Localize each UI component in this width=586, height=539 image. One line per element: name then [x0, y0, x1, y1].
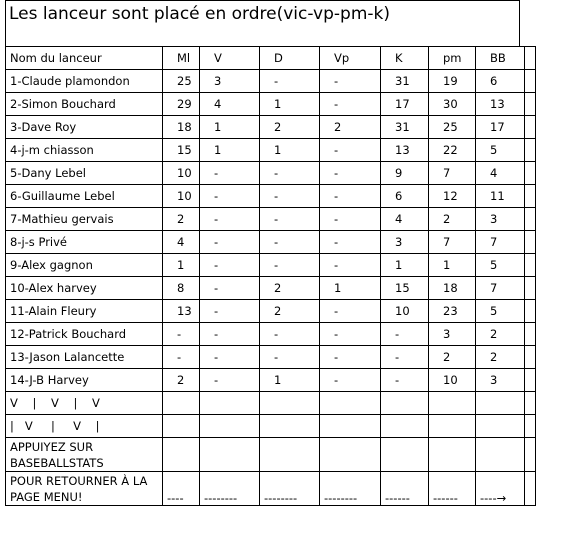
stat-cell: 10 — [381, 300, 429, 323]
stat-cell: - — [260, 231, 320, 254]
stat-cell: 18 — [163, 116, 200, 139]
stat-cell: 1 — [429, 254, 476, 277]
table-row — [6, 277, 536, 300]
stat-cell: - — [260, 162, 320, 185]
pitcher-name: 1-Claude plamondon — [6, 70, 163, 93]
table-row — [6, 139, 536, 162]
pitcher-name: 8-j-s Privé — [6, 231, 163, 254]
empty-cell — [200, 415, 260, 438]
stat-cell: 1 — [260, 93, 320, 116]
empty-cell — [525, 415, 536, 438]
empty-cell — [476, 415, 525, 438]
empty-cell — [200, 392, 260, 415]
stat-cell: 10 — [429, 369, 476, 392]
empty-cell — [525, 93, 536, 116]
stat-cell: 22 — [429, 139, 476, 162]
table-header-row — [6, 47, 536, 70]
stat-cell: - — [320, 369, 381, 392]
stat-cell: 4 — [163, 231, 200, 254]
empty-cell — [525, 472, 536, 506]
stat-cell: 4 — [381, 208, 429, 231]
empty-cell — [525, 47, 536, 70]
stat-cell: 18 — [429, 277, 476, 300]
table-row — [6, 70, 536, 93]
stat-cell: 25 — [163, 70, 200, 93]
stat-cell: 3 — [476, 369, 525, 392]
table-row — [6, 369, 536, 392]
stat-cell: - — [320, 93, 381, 116]
empty-cell — [200, 438, 260, 472]
table-row — [6, 323, 536, 346]
stat-cell: 3 — [381, 231, 429, 254]
column-header: K — [381, 47, 429, 70]
stat-cell: 6 — [476, 70, 525, 93]
table-row — [6, 346, 536, 369]
stat-cell: 7 — [476, 277, 525, 300]
stat-cell: 3 — [200, 70, 260, 93]
stat-cell: - — [200, 231, 260, 254]
stat-cell: 8 — [163, 277, 200, 300]
empty-cell — [320, 415, 381, 438]
empty-cell — [260, 392, 320, 415]
stat-cell: - — [260, 185, 320, 208]
empty-cell — [525, 392, 536, 415]
empty-cell — [525, 438, 536, 472]
table-row — [6, 231, 536, 254]
pitcher-name: 11-Alain Fleury — [6, 300, 163, 323]
arrow-row — [6, 392, 536, 415]
stat-cell: 4 — [476, 162, 525, 185]
stat-cell: - — [163, 323, 200, 346]
page-title: Les lanceur sont placé en ordre(vic-vp-pm-k) — [9, 4, 391, 24]
stat-cell: 5 — [476, 300, 525, 323]
stat-cell: - — [200, 277, 260, 300]
table-row — [6, 185, 536, 208]
pitcher-name: 12-Patrick Bouchard — [6, 323, 163, 346]
stat-cell: 2 — [260, 277, 320, 300]
arrow-text: V | V | V — [6, 392, 163, 415]
empty-cell — [163, 438, 200, 472]
empty-cell — [525, 162, 536, 185]
stat-cell: 23 — [429, 300, 476, 323]
stat-cell: 25 — [429, 116, 476, 139]
stat-cell: 7 — [429, 162, 476, 185]
stat-cell: 13 — [163, 300, 200, 323]
stat-cell: 5 — [476, 254, 525, 277]
pitcher-name: 2-Simon Bouchard — [6, 93, 163, 116]
stat-cell: - — [320, 208, 381, 231]
pitchers-table — [5, 46, 536, 506]
stat-cell: - — [320, 162, 381, 185]
footer-row — [6, 438, 536, 472]
footer-dashes: ------ — [381, 472, 429, 506]
stat-cell: 3 — [476, 208, 525, 231]
stat-cell: 7 — [429, 231, 476, 254]
column-header: V — [200, 47, 260, 70]
arrow-row — [6, 415, 536, 438]
empty-cell — [525, 139, 536, 162]
empty-cell — [320, 392, 381, 415]
pitcher-name: 5-Dany Lebel — [6, 162, 163, 185]
footer-instruction: POUR RETOURNER À LA PAGE MENU! — [6, 472, 163, 506]
empty-cell — [525, 369, 536, 392]
empty-cell — [476, 438, 525, 472]
empty-cell — [163, 415, 200, 438]
stat-cell: - — [260, 254, 320, 277]
empty-cell — [525, 323, 536, 346]
stat-cell: 10 — [163, 185, 200, 208]
table-row — [6, 208, 536, 231]
stat-cell: 19 — [429, 70, 476, 93]
stat-cell: 1 — [320, 277, 381, 300]
stat-cell: 2 — [260, 300, 320, 323]
table-row — [6, 162, 536, 185]
stat-cell: - — [200, 369, 260, 392]
footer-instruction: APPUIYEZ SUR BASEBALLSTATS — [6, 438, 163, 472]
table-row — [6, 300, 536, 323]
stat-cell: - — [200, 254, 260, 277]
stat-cell: - — [260, 323, 320, 346]
empty-cell — [525, 254, 536, 277]
empty-cell — [429, 438, 476, 472]
empty-cell — [429, 392, 476, 415]
stat-cell: 31 — [381, 70, 429, 93]
empty-cell — [381, 392, 429, 415]
stat-cell: - — [320, 254, 381, 277]
stat-cell: 7 — [476, 231, 525, 254]
stat-cell: - — [320, 70, 381, 93]
stat-cell: - — [320, 323, 381, 346]
column-header: pm — [429, 47, 476, 70]
stat-cell: 2 — [476, 323, 525, 346]
stat-cell: 2 — [163, 208, 200, 231]
empty-cell — [525, 208, 536, 231]
empty-cell — [320, 438, 381, 472]
stat-cell: - — [381, 323, 429, 346]
stat-cell: 1 — [200, 116, 260, 139]
pitcher-name: 4-j-m chiasson — [6, 139, 163, 162]
empty-cell — [381, 438, 429, 472]
footer-dashes: -------- — [320, 472, 381, 506]
stat-cell: - — [200, 208, 260, 231]
pitcher-name: 13-Jason Lalancette — [6, 346, 163, 369]
empty-cell — [429, 415, 476, 438]
stat-cell: 6 — [381, 185, 429, 208]
stat-cell: 2 — [476, 346, 525, 369]
stat-cell: 2 — [320, 116, 381, 139]
stat-cell: - — [200, 323, 260, 346]
stat-cell: 1 — [163, 254, 200, 277]
pitcher-name: 6-Guillaume Lebel — [6, 185, 163, 208]
empty-cell — [525, 346, 536, 369]
stat-cell: - — [381, 369, 429, 392]
stat-cell: - — [320, 139, 381, 162]
stat-cell: 11 — [476, 185, 525, 208]
stat-cell: 9 — [381, 162, 429, 185]
table-row — [6, 254, 536, 277]
stat-cell: 2 — [429, 346, 476, 369]
stat-cell: 13 — [381, 139, 429, 162]
footer-dashes: -------- — [200, 472, 260, 506]
empty-cell — [525, 277, 536, 300]
stat-cell: 3 — [429, 323, 476, 346]
stat-cell: - — [260, 208, 320, 231]
stat-cell: 13 — [476, 93, 525, 116]
stat-cell: 2 — [163, 369, 200, 392]
stat-cell: 29 — [163, 93, 200, 116]
stat-cell: 30 — [429, 93, 476, 116]
table-row — [6, 93, 536, 116]
stat-cell: 5 — [476, 139, 525, 162]
title-box — [5, 0, 520, 46]
stat-cell: - — [320, 231, 381, 254]
stat-cell: 4 — [200, 93, 260, 116]
stat-cell: 10 — [163, 162, 200, 185]
stat-cell: - — [163, 346, 200, 369]
column-header: D — [260, 47, 320, 70]
empty-cell — [476, 392, 525, 415]
empty-cell — [525, 185, 536, 208]
stat-cell: - — [200, 300, 260, 323]
stat-cell: 1 — [200, 139, 260, 162]
stat-cell: - — [260, 346, 320, 369]
stat-cell: 17 — [476, 116, 525, 139]
stat-cell: 15 — [163, 139, 200, 162]
empty-cell — [525, 70, 536, 93]
stat-cell: - — [200, 185, 260, 208]
pitcher-name: 14-J-B Harvey — [6, 369, 163, 392]
footer-dashes: ---- — [163, 472, 200, 506]
stat-cell: 31 — [381, 116, 429, 139]
footer-dashes: ----→ — [476, 472, 525, 506]
stat-cell: - — [320, 346, 381, 369]
footer-row — [6, 472, 536, 506]
stat-cell: 1 — [260, 369, 320, 392]
pitcher-name: 9-Alex gagnon — [6, 254, 163, 277]
empty-cell — [260, 415, 320, 438]
empty-cell — [525, 116, 536, 139]
stat-cell: 1 — [381, 254, 429, 277]
empty-cell — [525, 300, 536, 323]
stat-cell: 2 — [260, 116, 320, 139]
empty-cell — [525, 231, 536, 254]
column-header: Vp — [320, 47, 381, 70]
stat-cell: 17 — [381, 93, 429, 116]
stat-cell: - — [320, 185, 381, 208]
stat-cell: - — [381, 346, 429, 369]
column-header: BB — [476, 47, 525, 70]
arrow-text: | V | V | — [6, 415, 163, 438]
stat-cell: 15 — [381, 277, 429, 300]
column-header: Nom du lanceur — [6, 47, 163, 70]
table-row — [6, 116, 536, 139]
empty-cell — [381, 415, 429, 438]
pitcher-name: 7-Mathieu gervais — [6, 208, 163, 231]
footer-dashes: -------- — [260, 472, 320, 506]
stat-cell: 2 — [429, 208, 476, 231]
stat-cell: - — [320, 300, 381, 323]
pitcher-name: 3-Dave Roy — [6, 116, 163, 139]
empty-cell — [163, 392, 200, 415]
stat-cell: 12 — [429, 185, 476, 208]
stat-cell: 1 — [260, 139, 320, 162]
pitcher-name: 10-Alex harvey — [6, 277, 163, 300]
column-header: Ml — [163, 47, 200, 70]
stat-cell: - — [200, 162, 260, 185]
empty-cell — [260, 438, 320, 472]
stat-cell: - — [260, 70, 320, 93]
stat-cell: - — [200, 346, 260, 369]
footer-dashes: ------ — [429, 472, 476, 506]
